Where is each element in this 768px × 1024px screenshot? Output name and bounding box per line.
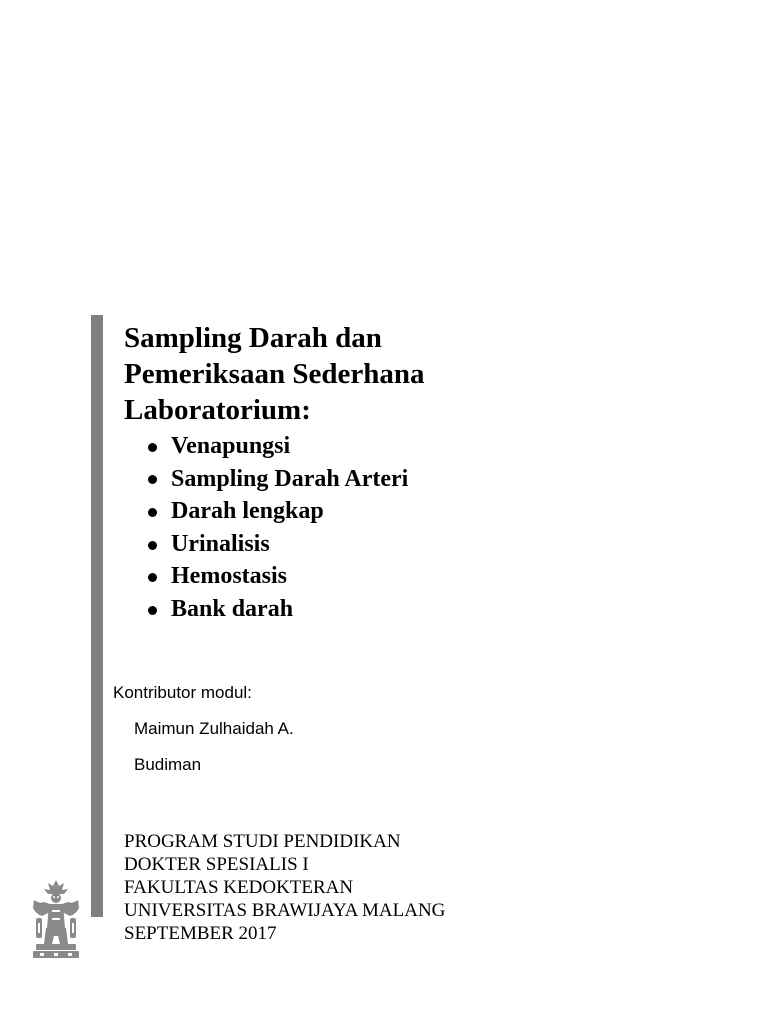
topic-item (148, 463, 408, 496)
institution-line: FAKULTAS KEDOKTERAN (124, 877, 354, 898)
side-accent-bar (91, 315, 103, 917)
institution-block (124, 830, 445, 945)
institution-line: SEPTEMBER 2017 (124, 923, 277, 944)
topic-label: Darah lengkap (171, 498, 324, 525)
topic-item (148, 528, 408, 561)
topic-label: Sampling Darah Arteri (171, 465, 409, 492)
topic-item (148, 430, 408, 463)
topic-label: Hemostasis (171, 563, 287, 590)
title-line: Laboratorium: (124, 394, 311, 426)
topic-list (148, 430, 408, 626)
bullet-icon (148, 573, 157, 582)
institution-line: PROGRAM STUDI PENDIDIKAN (124, 831, 401, 852)
topic-label: Bank darah (171, 595, 294, 622)
bullet-icon (148, 475, 157, 484)
institution-line: UNIVERSITAS BRAWIJAYA MALANG (124, 900, 446, 921)
bullet-icon (148, 541, 157, 550)
title-line: Sampling Darah dan (124, 322, 382, 354)
title-line: Pemeriksaan Sederhana (124, 358, 425, 390)
institution-line: DOKTER SPESIALIS I (124, 854, 309, 875)
topic-item (148, 560, 408, 593)
contributor-name: Budiman (134, 755, 202, 774)
topic-label: Urinalisis (171, 530, 270, 557)
topic-item (148, 593, 408, 626)
document-title (124, 320, 424, 428)
topic-label: Venapungsi (171, 433, 291, 459)
contributor-name: Maimun Zulhaidah A. (134, 719, 294, 738)
bullet-icon (148, 443, 157, 452)
contributors-label: Kontributor modul: (113, 683, 252, 702)
bullet-icon (148, 606, 157, 615)
topic-item (148, 495, 408, 528)
university-emblem-icon (30, 878, 82, 960)
bullet-icon (148, 508, 157, 517)
